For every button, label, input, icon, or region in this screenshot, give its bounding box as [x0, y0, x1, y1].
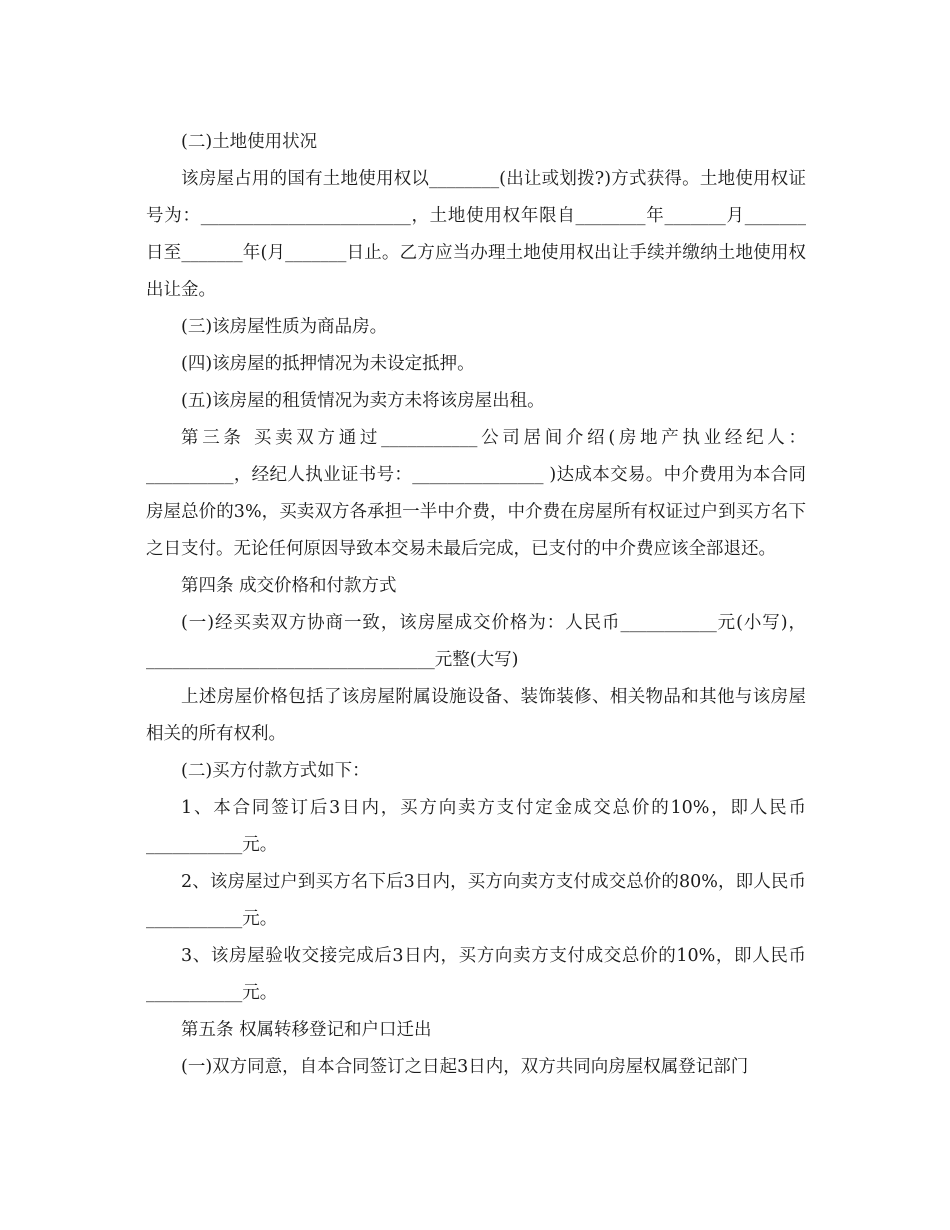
payment-item-2: 2、该房屋过户到买方名下后3日内，买方向卖方支付成交总价的80%，即人民币___________元。 — [146, 872, 806, 929]
paragraph-payment-method-heading: (二)买方付款方式如下： — [181, 761, 370, 781]
paragraph-registration: (一)双方同意，自本合同签订之日起3日内，双方共同向房屋权属登记部门 — [181, 1057, 749, 1077]
article-5-heading: 第五条 权属转移登记和户口迁出 — [181, 1020, 432, 1040]
paragraph-transaction-price: (一)经买卖双方协商一致，该房屋成交价格为：人民币___________元(小写)，_________________________________元整(大写) — [146, 613, 806, 670]
paragraph-land-use-rights: 该房屋占用的国有土地使用权以________(出让或划拨?)方式获得。土地使用权证号为：________________________，土地使用权年限自________年_______月_______日至_______年(月_______日止。乙方应当办理土地使用权出让手续并缴纳土地使用权出让金。 — [146, 169, 806, 300]
article-4-heading: 第四条 成交价格和付款方式 — [181, 576, 397, 596]
payment-item-3: 3、该房屋验收交接完成后3日内，买方向卖方支付成交总价的10%，即人民币___________元。 — [146, 946, 806, 1003]
section-heading-land-use: (二)土地使用状况 — [181, 132, 318, 152]
paragraph-lease-status: (五)该房屋的租赁情况为卖方未将该房屋出租。 — [181, 391, 545, 411]
payment-item-1: 1、本合同签订后3日内，买方向卖方支付定金成交总价的10%，即人民币___________元。 — [146, 798, 806, 855]
paragraph-mortgage-status: (四)该房屋的抵押情况为未设定抵押。 — [181, 354, 475, 374]
paragraph-price-includes: 上述房屋价格包括了该房屋附属设施设备、装饰装修、相关物品和其他与该房屋相关的所有权利。 — [146, 687, 806, 744]
paragraph-house-nature: (三)该房屋性质为商品房。 — [181, 317, 388, 337]
document-body — [146, 124, 806, 1086]
article-3-intermediary: 第三条 买卖双方通过___________公司居间介绍(房地产执业经纪人：__________，经纪人执业证书号：_______________ )达成本交易。中介费用为本合同房屋总价的3%，买卖双方各承担一半中介费，中介费在房屋所有权证过户到买方名下之日支付。无论任何原因导致本交易未最后完成，已支付的中介费应该全部退还。 — [146, 428, 806, 559]
